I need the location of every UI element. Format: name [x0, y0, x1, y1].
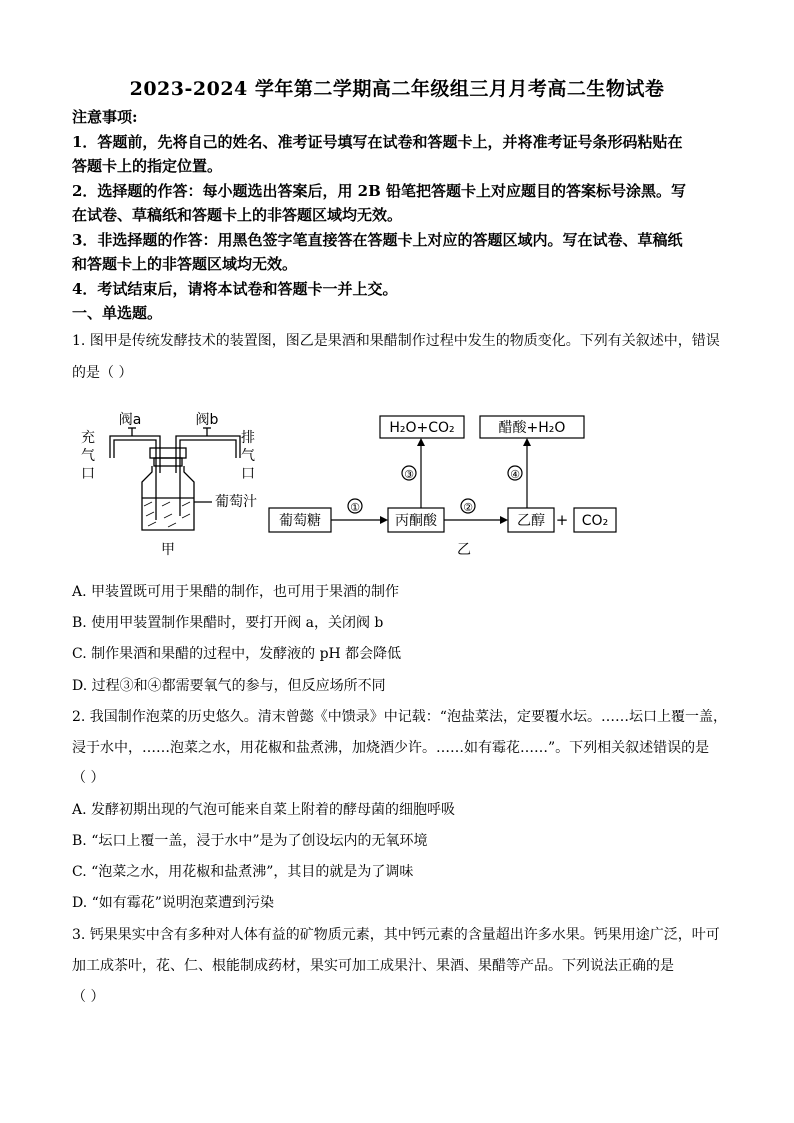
q1-diagram [72, 398, 632, 563]
notice-line: 1．答题前，先将自己的姓名、准考证号填写在试卷和答题卡上，并将准考证号条形码粘贴在 [72, 133, 683, 151]
outlet-label: 口 [241, 466, 255, 482]
juice-hatching [144, 502, 190, 527]
step-3-label: ③ [404, 468, 414, 481]
q1-stem: 的是（ ） [72, 365, 133, 381]
q3-stem: 3. 钙果果实中含有多种对人体有益的矿物质元素，其中钙元素的含量超出许多水果。钙果用途广泛，叶可 [72, 927, 720, 943]
valve-b-label: 阀b [195, 412, 219, 428]
plus-sign: + [555, 511, 569, 529]
exam-title: 2023-2024 学年第二学期高二年级组三月月考高二生物试卷 [129, 78, 665, 100]
glucose-label: 葡萄糖 [279, 513, 321, 529]
section-heading: 一、单选题。 [72, 304, 163, 322]
acetic-label: 醋酸+H₂O [498, 420, 566, 436]
notice-line: 4．考试结束后，请将本试卷和答题卡一并上交。 [72, 280, 398, 298]
outlet-label: 排 [241, 430, 255, 446]
notice-line: 3．非选择题的作答：用黑色签字笔直接答在答题卡上对应的答题区域内。写在试卷、草稿纸 [72, 231, 683, 249]
q2-stem: 浸于水中，……泡菜之水，用花椒和盐煮沸，加烧酒少许。……如有霉花……”。下列相关叙述错误的是 [72, 740, 710, 756]
q3-stem: 加工成茶叶，花、仁、根能制成药材，果实可加工成果汁、果酒、果醋等产品。下列说法正确的是 [72, 958, 674, 974]
q2-option-a: A. 发酵初期出现的气泡可能来自菜上附着的酵母菌的细胞呼吸 [72, 802, 456, 818]
co2-label: CO₂ [581, 513, 609, 529]
figure-label-jia: 甲 [161, 542, 175, 558]
q2-option-c: C. “泡菜之水，用花椒和盐煮沸”，其目的就是为了调味 [72, 864, 414, 880]
figure-label-yi: 乙 [457, 542, 471, 558]
valve-a-label: 阀a [118, 412, 142, 428]
inlet-label: 气 [81, 448, 95, 464]
q3-stem: （ ） [72, 989, 105, 1005]
q1-option-b: B. 使用甲装置制作果醋时，要打开阀 a，关闭阀 b [72, 615, 384, 631]
ethanol-label: 乙醇 [517, 513, 545, 529]
q2-option-b: B. “坛口上覆一盖，浸于水中”是为了创设坛内的无氧环境 [72, 833, 428, 849]
pyruvate-label: 丙酮酸 [395, 513, 437, 529]
fermentation-apparatus [110, 428, 240, 530]
h2o-co2-label: H₂O+CO₂ [389, 420, 455, 436]
notice-line: 和答题卡上的非答题区域均无效。 [72, 255, 298, 273]
step-4-label: ④ [510, 468, 520, 481]
q2-stem: 2. 我国制作泡菜的历史悠久。清末曾懿《中馈录》中记载：“泡盐菜法，定要覆水坛。……坛口上覆一盖， [72, 709, 727, 725]
notice-heading: 注意事项: [72, 108, 138, 126]
q2-stem: （ ） [72, 770, 105, 786]
q2-option-d: D. “如有霉花”说明泡菜遭到污染 [72, 895, 274, 911]
step-1-label: ① [350, 501, 360, 514]
inlet-label: 充 [81, 430, 95, 446]
q1-option-c: C. 制作果酒和果醋的过程中，发酵液的 pH 都会降低 [72, 646, 402, 662]
inlet-label: 口 [81, 466, 95, 482]
q1-stem: 1. 图甲是传统发酵技术的装置图，图乙是果酒和果醋制作过程中发生的物质变化。下列有关叙述中，错误 [72, 333, 720, 349]
outlet-label: 气 [241, 448, 255, 464]
notice-line: 答题卡上的指定位置。 [72, 157, 223, 175]
juice-label: 葡萄汁 [215, 494, 257, 510]
step-2-label: ② [463, 501, 473, 514]
q1-option-a: A. 甲装置既可用于果醋的制作，也可用于果酒的制作 [72, 584, 400, 600]
q1-option-d: D. 过程③和④都需要氧气的参与，但反应场所不同 [72, 678, 386, 694]
notice-line: 2．选择题的作答：每小题选出答案后，用 2B 铅笔把答题卡上对应题目的答案标号涂黑。写 [72, 182, 687, 200]
notice-line: 在试卷、草稿纸和答题卡上的非答题区域均无效。 [72, 206, 403, 224]
